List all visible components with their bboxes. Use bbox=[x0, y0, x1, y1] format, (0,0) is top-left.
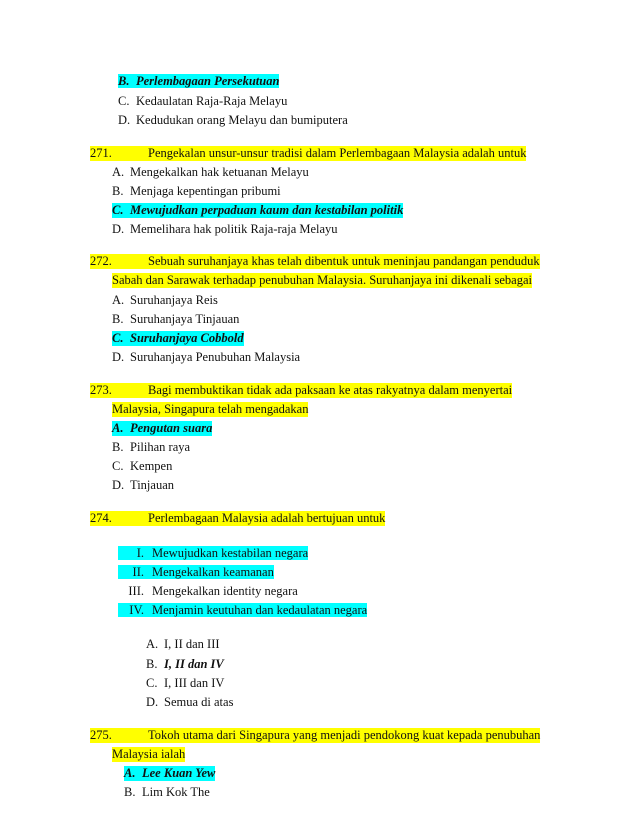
option-d: D. Memelihara hak politik Raja-raja Melayu bbox=[112, 222, 338, 236]
option-b: B. Pilihan raya bbox=[112, 440, 191, 454]
option-b: B. Perlembagaan Persekutuan bbox=[118, 74, 280, 88]
statement-iii: III. Mengekalkan identity negara bbox=[128, 584, 298, 598]
option-a-correct: A. Pengutan suara bbox=[112, 421, 213, 435]
option-d: D. Kedudukan orang Melayu dan bumiputera bbox=[118, 113, 348, 127]
option-a: A. Suruhanjaya Reis bbox=[112, 293, 218, 307]
option-c-correct: C. Mewujudkan perpaduan kaum dan kestabilan politik bbox=[112, 203, 404, 217]
statement-iv: IV. Menjamin keutuhan dan kedaulatan negara bbox=[118, 603, 367, 618]
option-a-correct: A. Lee Kuan Yew bbox=[124, 766, 216, 780]
option-b: B. Suruhanjaya Tinjauan bbox=[112, 312, 240, 326]
option-d: D. Tinjauan bbox=[112, 478, 174, 492]
option-b: B. Menjaga kepentingan pribumi bbox=[112, 184, 281, 198]
statement-i: I. Mewujudkan kestabilan negara bbox=[118, 546, 308, 561]
option-a: A. Mengekalkan hak ketuanan Melayu bbox=[112, 165, 309, 179]
question-272-text: 272. Sebuah suruhanjaya khas telah dibentuk untuk meninjau pandangan penduduk bbox=[90, 254, 540, 268]
question-275-text-cont: Malaysia ialah bbox=[112, 747, 186, 761]
option-a: A. I, II dan III bbox=[146, 637, 220, 651]
option-d: D. Suruhanjaya Penubuhan Malaysia bbox=[112, 350, 301, 364]
question-273-text: 273. Bagi membuktikan tidak ada paksaan ke atas rakyatnya dalam menyertai bbox=[90, 383, 513, 397]
question-273-text-cont: Malaysia, Singapura telah mengadakan bbox=[112, 402, 309, 416]
option-b: B. Lim Kok The bbox=[124, 785, 210, 799]
question-271-text: 271. Pengekalan unsur-unsur tradisi dalam Perlembagaan Malaysia adalah untuk bbox=[90, 146, 527, 160]
question-275-text: 275. Tokoh utama dari Singapura yang menjadi pendokong kuat kepada penubuhan bbox=[90, 728, 541, 742]
option-c-correct: C. Suruhanjaya Cobbold bbox=[112, 331, 244, 345]
statement-ii: II. Mengekalkan keamanan bbox=[118, 565, 274, 580]
option-d: D. Semua di atas bbox=[146, 695, 234, 709]
question-274-text: 274. Perlembagaan Malaysia adalah bertujuan untuk bbox=[90, 511, 386, 525]
option-c: C. I, III dan IV bbox=[146, 676, 225, 690]
question-272-text-cont: Sabah dan Sarawak terhadap penubuhan Malaysia. Suruhanjaya ini dikenali sebagai bbox=[112, 273, 533, 287]
option-b-correct: B. I, II dan IV bbox=[146, 657, 224, 671]
option-c: C. Kempen bbox=[112, 459, 173, 473]
option-c: C. Kedaulatan Raja-Raja Melayu bbox=[118, 94, 288, 108]
